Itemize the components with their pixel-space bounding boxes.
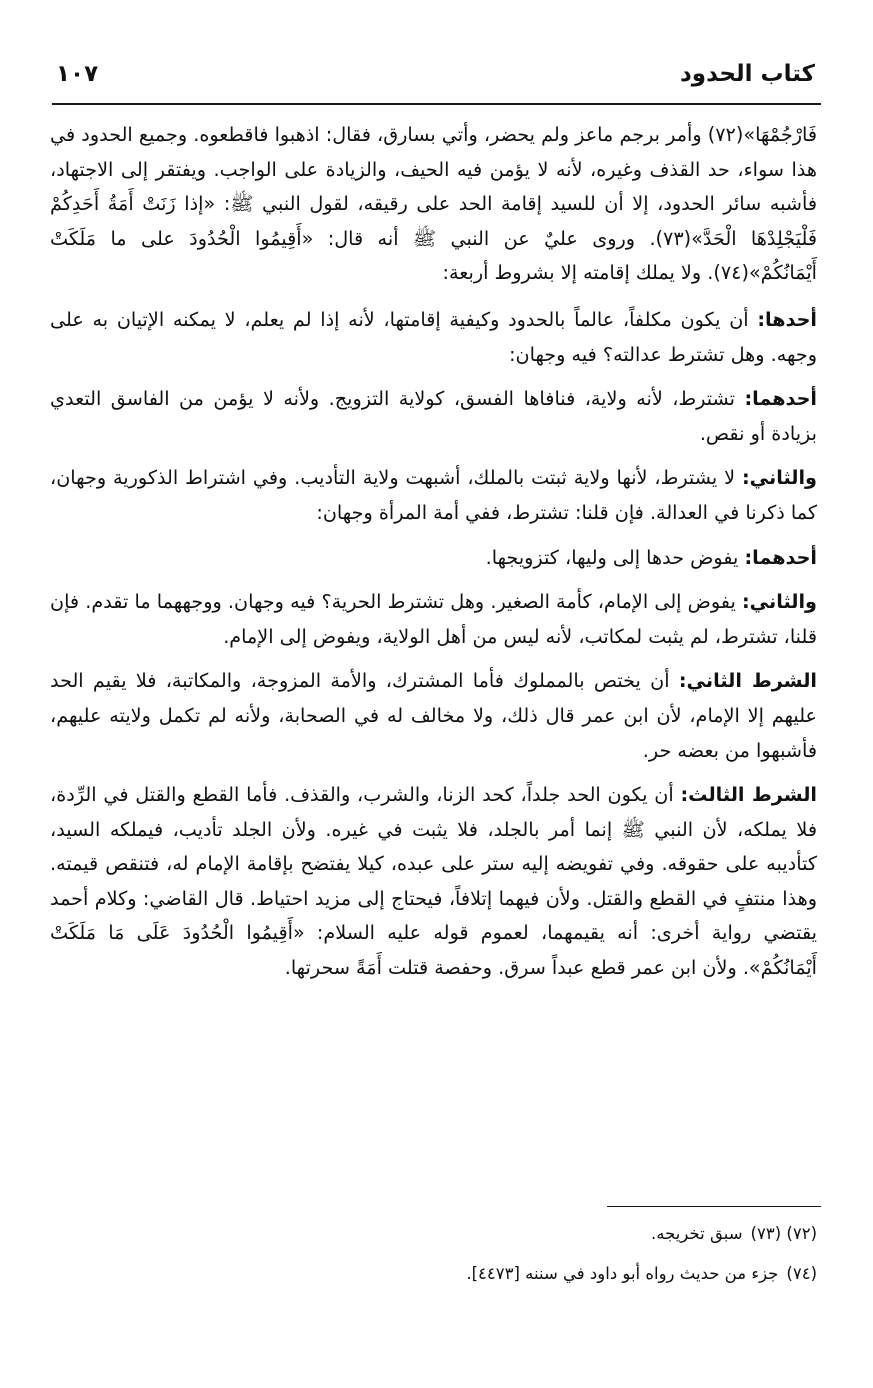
paragraph-text: يفوض حدها إلى وليها، كتزويجها. [485,545,745,569]
paragraph-female-view-two [50,585,817,654]
paragraph-heading: والثاني: [741,466,817,490]
header-divider [52,103,821,105]
paragraph-condition-one [50,303,817,372]
paragraph-text: أن يكون الحد جلداً، كحد الزنا، والشرب، والقذف. فأما القطع والقتل في الرِّدة، فلا يملكه، لأن النبي ﷺ إنما أمر بالجلد، فلا يثبت في غيره. ولأن الجلد تأديب، فيملكه السيد، كتأديبه على حقوقه. وفي تفويضه إليه ستر على عبده، كيلا يفتضح بإقامة الإمام له، فتنقص قيمته. وهذا منتفٍ في القطع والقتل. ولأن فيهما إتلافاً، فيحتاج إلى مزيد احتياط. قال القاضي: وكلام أحمد يقتضي رواية أخرى: أنه يقيمهما، لعموم قوله عليه السلام: «أَقِيمُوا الْحُدُودَ عَلَى مَا مَلَكَتْ أَيْمَانُكُمْ». ولأن ابن عمر قطع عبداً سرق. وحفصة قتلت أَمَةً سحرتها. [50,783,817,980]
footnote [60,1214,817,1254]
paragraph-text: يفوض إلى الإمام، كأمة الصغير. وهل تشترط الحرية؟ فيه وجهان. ووجههما ما تقدم. فإن قلنا، تشترط، لم يثبت لمكاتب، لأنه ليس من أهل الولاية، ويفوض إلى الإمام. [50,590,817,648]
footnote-text: سبق تخريجه. [651,1224,743,1243]
footnote-number: (٧٤) [786,1264,817,1283]
paragraph-text: لا يشترط، لأنها ولاية ثبتت بالملك، أشبهت ولاية التأديب. وفي اشتراط الذكورية وجهان، كما ذكرنا في العدالة. فإن قلنا: تشترط، ففي أمة المرأة وجهان: [50,466,817,524]
paragraph-text: أن يختص بالمملوك فأما المشترك، والأمة المزوجة، والمكاتبة، فلا يقيم الحد عليهم إلا الإمام، لأن ابن عمر قال ذلك، ولا مخالف له في الصحابة، ولأنه لم تكمل ولايته عليهم، فأشبهوا من بعضه حر. [50,669,817,762]
paragraph-female-view-one [50,541,817,576]
paragraph-condition-three [50,778,817,986]
paragraph-text: أن يكون مكلفاً، عالماً بالحدود وكيفية إقامتها، لأنه إذا لم يعلم، لا يمكنه الإتيان به على وجهه. وهل تشترط عدالته؟ فيه وجهان: [50,307,817,366]
page-number: ١٠٧ [56,61,99,87]
footnote-number: (٧٢) (٧٣) [750,1224,817,1243]
paragraph-heading: أحدها: [757,307,817,331]
paragraph-heading: الشرط الثالث: [680,783,818,807]
paragraph-heading: أحدهما: [744,545,817,569]
footnote [60,1254,817,1294]
main-text [50,118,817,996]
paragraph-heading: والثاني: [741,590,817,614]
paragraph-heading: الشرط الثاني: [678,669,817,693]
paragraph-condition-two [50,664,817,768]
paragraph-heading: أحدهما: [744,387,817,411]
footnote-divider [607,1206,821,1207]
header-title: كتاب الحدود [679,61,815,87]
paragraph-text: تشترط، لأنه ولاية، فنافاها الفسق، كولاية التزويج. ولأنه لا يؤمن من الفاسق التعدي بزيادة أو نقص. [50,387,817,445]
running-header [56,52,815,96]
footnote-text: جزء من حديث رواه أبو داود في سننه [٤٤٧٣]. [466,1264,779,1283]
paragraph-intro: فَارْجُمْهَا»(٧٢) وأمر برجم ماعز ولم يحضر، وأتي بسارق، فقال: اذهبوا فاقطعوه. وجميع الحدود في هذا سواء، حد القذف وغيره، لأنه لا يؤمن فيه الحيف، والزيادة على الواجب. ويفتقر إلى الاجتهاد، فأشبه سائر الحدود، إلا أن للسيد إقامة الحد على رقيقه، لقول النبي ﷺ: «إذا زَنَتْ أَمَةُ أَحَدِكُمْ فَلْيَجْلِدْهَا الْحَدَّ»(٧٣). وروى عليٌ عن النبي ﷺ أنه قال: «أَقِيمُوا الْحُدُودَ على ما مَلَكَتْ أَيْمَانُكُمْ»(٧٤). ولا يملك إقامته إلا بشروط أربعة: [50,123,818,285]
paragraph-view-two [50,461,817,530]
paragraph-view-one [50,382,817,451]
footnotes [60,1214,817,1294]
